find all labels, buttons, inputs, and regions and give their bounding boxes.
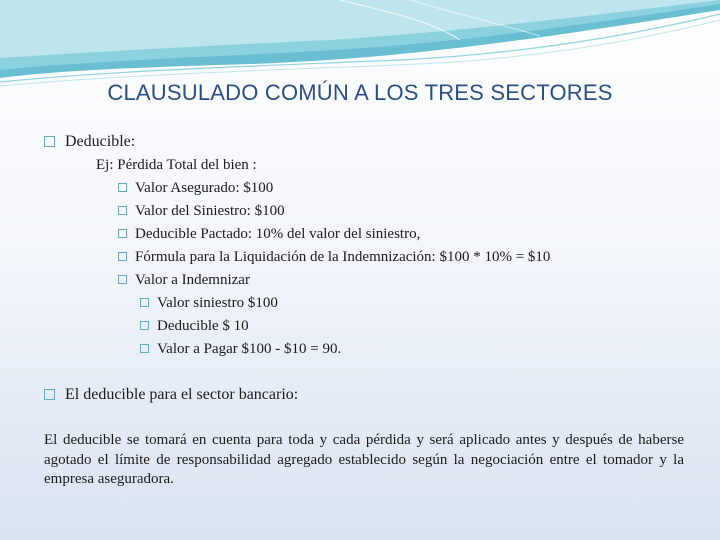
- square-bullet-icon: [44, 389, 55, 400]
- sub-list-item: Deducible $ 10: [140, 317, 249, 335]
- square-bullet-icon: [140, 344, 149, 353]
- sub-list-item: Valor a Pagar $100 - $10 = 90.: [140, 340, 341, 358]
- square-bullet-icon: [118, 229, 127, 238]
- square-bullet-icon: [118, 275, 127, 284]
- example-line: Ej: Pérdida Total del bien :: [96, 157, 257, 173]
- square-bullet-icon: [140, 321, 149, 330]
- body-paragraph: El deducible se tomará en cuenta para toda y cada pérdida y será aplicado antes y después de haberse agotado el límite de responsabilidad agregado establecido según la negociación entre el tomador y la empresa aseguradora.: [44, 432, 684, 487]
- section-heading: Deducible:: [65, 133, 136, 150]
- list-item: Valor a Indemnizar: [118, 271, 250, 289]
- square-bullet-icon: [118, 252, 127, 261]
- list-item: Deducible Pactado: 10% del valor del siniestro,: [118, 225, 420, 243]
- list-item: Valor Asegurado: $100: [118, 179, 273, 197]
- list-item: Fórmula para la Liquidación de la Indemnización: $100 * 10% = $10: [118, 248, 550, 266]
- section-heading: El deducible para el sector bancario:: [65, 386, 299, 403]
- section-banking: [44, 386, 298, 404]
- list-item: Valor del Siniestro: $100: [118, 202, 285, 220]
- square-bullet-icon: [118, 183, 127, 192]
- square-bullet-icon: [140, 298, 149, 307]
- sub-list-item: Valor siniestro $100: [140, 294, 278, 312]
- slide-title: CLAUSULADO COMÚN A LOS TRES SECTORES: [107, 80, 613, 105]
- section-deducible: [44, 133, 135, 151]
- square-bullet-icon: [118, 206, 127, 215]
- square-bullet-icon: [44, 136, 55, 147]
